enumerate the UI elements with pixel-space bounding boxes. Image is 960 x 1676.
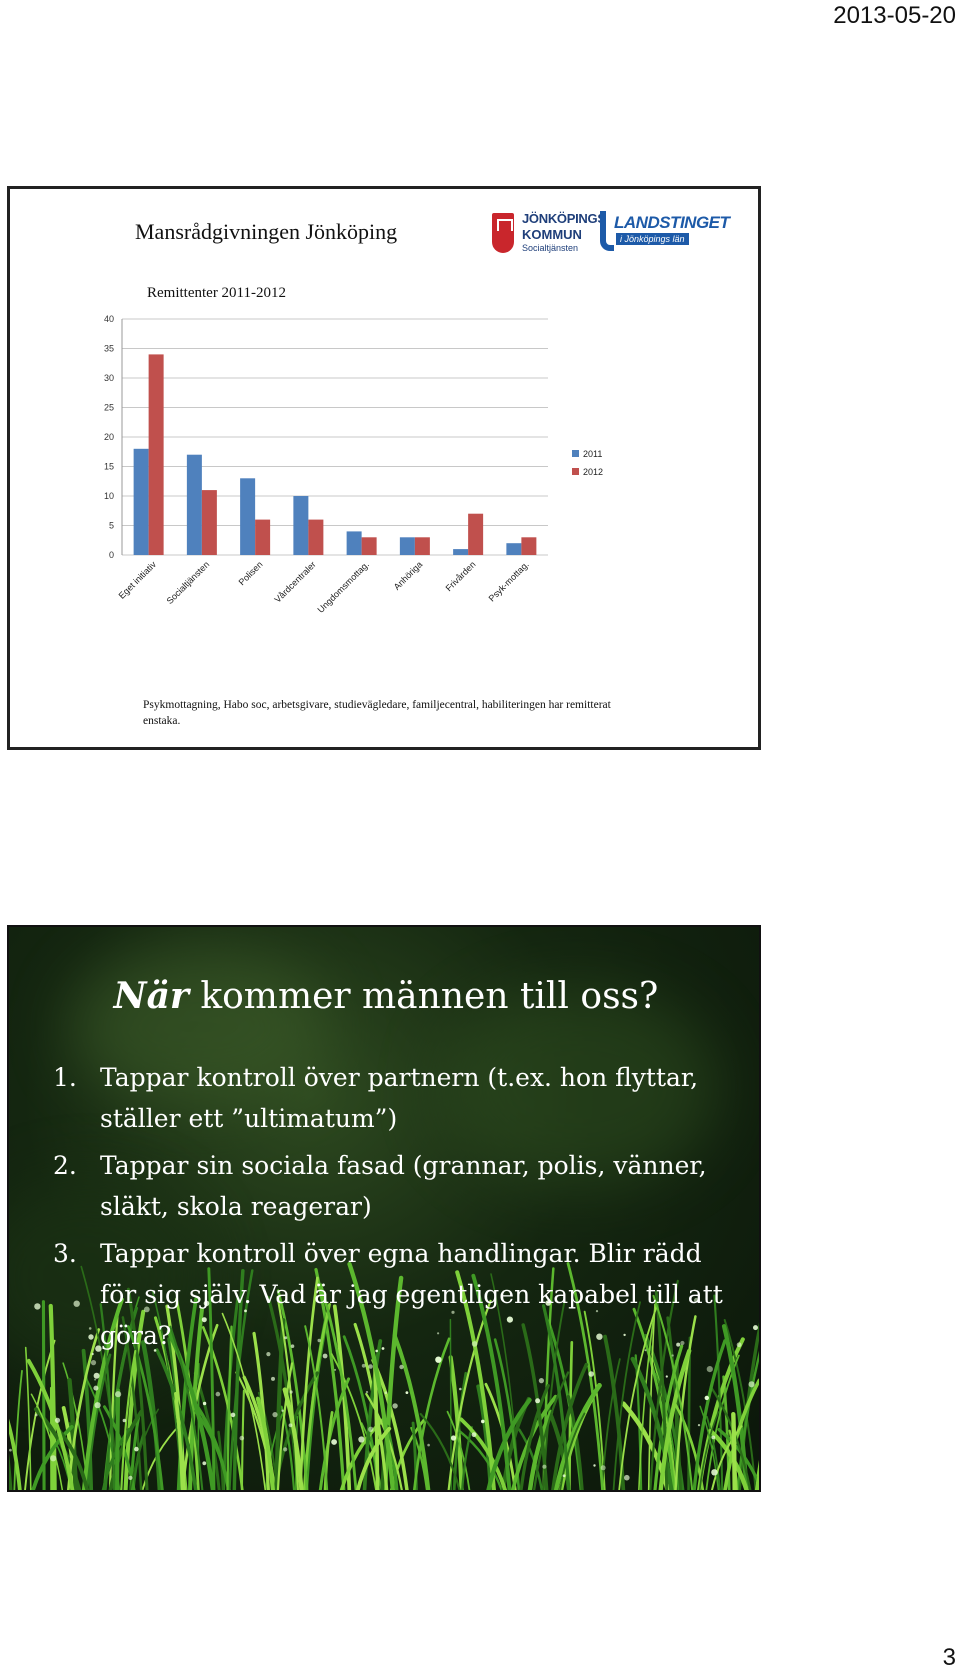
dew-drop	[281, 1410, 283, 1412]
y-tick-label: 40	[103, 314, 114, 324]
dew-drop	[94, 1379, 96, 1381]
bar-2011-2	[240, 478, 255, 555]
dew-drop	[203, 1402, 206, 1405]
dew-drop	[331, 1439, 337, 1445]
dew-drop	[666, 1375, 668, 1377]
dew-drop	[93, 1386, 98, 1391]
dew-drop	[368, 1364, 373, 1369]
dew-drop	[753, 1325, 758, 1330]
dew-drop	[472, 1432, 477, 1437]
bar-2012-2	[255, 520, 270, 555]
dew-drop	[588, 1371, 594, 1377]
slide-heading	[9, 975, 761, 1017]
reasons-list	[53, 1057, 743, 1362]
dew-drop	[601, 1465, 606, 1470]
grass-blade	[733, 1414, 734, 1490]
dew-drop	[385, 1391, 388, 1394]
dew-drop	[366, 1391, 368, 1393]
dew-drop	[698, 1424, 700, 1426]
item-text: Tappar kontroll över egna handlingar. Blir rädd för sig själv. Vad är jag egentligen kapabel till att göra?	[100, 1239, 723, 1350]
x-tick-label: Eget initiativ	[116, 559, 159, 601]
page-number: 3	[942, 1644, 956, 1671]
item-text: Tappar kontroll över partnern (t.ex. hon flyttar, ställer ett ”ultimatum”)	[100, 1063, 699, 1133]
x-tick-label: Psyk-mottag.	[486, 559, 531, 604]
y-tick-label: 0	[108, 550, 114, 560]
legend-label: 2011	[583, 449, 603, 459]
dew-drop	[95, 1402, 101, 1408]
heading-rest: kommer männen till oss?	[188, 976, 659, 1017]
bar-2012-6	[468, 514, 483, 555]
dew-drop	[593, 1464, 595, 1466]
dew-drop	[272, 1412, 277, 1417]
dew-drop	[202, 1461, 206, 1465]
bar-chart	[10, 189, 758, 689]
bar-2011-0	[134, 449, 149, 555]
dew-drop	[406, 1391, 409, 1394]
bar-2012-0	[149, 354, 164, 555]
bar-2011-7	[506, 543, 521, 555]
slide-remittenter	[7, 186, 761, 750]
dew-drop	[358, 1436, 364, 1442]
y-tick-label: 15	[103, 461, 114, 472]
bar-2011-3	[293, 496, 308, 555]
x-tick-label: Vårdcentraler	[272, 559, 318, 605]
legend-swatch	[572, 468, 579, 475]
slide-title: Mansrådgivningen Jönköping	[135, 219, 398, 244]
x-tick-label: Socialtjänsten	[164, 559, 212, 607]
y-tick-label: 35	[103, 343, 114, 354]
list-item	[53, 1145, 743, 1227]
dew-drop	[707, 1366, 713, 1372]
x-tick-label: Anhöriga	[391, 559, 425, 592]
dew-drop	[624, 1475, 630, 1481]
dew-drop	[123, 1419, 127, 1423]
legend-label: 2012	[583, 467, 604, 477]
y-tick-label: 30	[103, 373, 114, 383]
dew-drop	[481, 1420, 485, 1424]
dew-drop	[9, 1449, 12, 1452]
y-tick-label: 20	[103, 432, 114, 442]
header-date: 2013-05-20	[833, 2, 956, 29]
dew-drop	[115, 1391, 121, 1397]
bar-2012-5	[415, 537, 430, 555]
y-tick-label: 5	[108, 520, 114, 531]
item-number: 3.	[53, 1239, 77, 1268]
bar-2011-6	[453, 549, 468, 555]
x-tick-label: Frivården	[443, 559, 478, 594]
dew-drop	[368, 1427, 373, 1432]
dew-drop	[427, 1444, 430, 1447]
bar-2012-7	[521, 537, 536, 555]
dew-drop	[563, 1474, 566, 1477]
bar-2011-1	[187, 455, 202, 555]
landsting-text: LANDSTINGET	[614, 213, 730, 232]
dew-drop	[55, 1418, 60, 1423]
dew-drop	[334, 1369, 336, 1371]
legend-swatch	[572, 450, 579, 457]
dew-drop	[94, 1373, 100, 1379]
item-text: Tappar sin sociala fasad (grannar, polis, vänner, släkt, skola reagerar)	[100, 1151, 707, 1221]
dew-drop	[290, 1390, 293, 1393]
dew-drop	[231, 1413, 236, 1418]
list-item	[53, 1233, 743, 1356]
bar-2011-4	[347, 531, 362, 555]
y-tick-label: 25	[103, 402, 114, 413]
bar-2012-1	[202, 490, 217, 555]
dew-drop	[271, 1377, 275, 1381]
bar-2011-5	[400, 537, 415, 555]
item-number: 1.	[53, 1063, 77, 1092]
list-item	[53, 1057, 743, 1139]
dew-drop	[216, 1392, 221, 1397]
dew-drop	[362, 1364, 366, 1368]
dew-drop	[134, 1447, 139, 1452]
dew-drop	[35, 1414, 38, 1417]
dew-drop	[711, 1469, 717, 1475]
grass-blade	[117, 1391, 118, 1490]
bar-2012-3	[308, 520, 323, 555]
logo-text-line1: JÖNKÖPINGS	[522, 211, 606, 226]
dew-drop	[749, 1381, 755, 1387]
logo-text-line3: Socialtjänsten	[522, 243, 579, 253]
x-tick-label: Polisen	[236, 559, 265, 588]
landsting-subtext: i Jönköpings län	[616, 233, 689, 245]
dew-drop	[451, 1435, 456, 1440]
dew-drop	[399, 1365, 403, 1369]
dew-drop	[240, 1436, 245, 1441]
dew-drop	[283, 1447, 287, 1451]
dew-drop	[539, 1378, 544, 1383]
dew-drop	[289, 1423, 293, 1427]
chart-title: Remittenter 2011-2012	[147, 285, 286, 301]
y-tick-label: 10	[103, 491, 114, 501]
dew-drop	[459, 1388, 462, 1391]
item-number: 2.	[53, 1151, 77, 1180]
dew-drop	[128, 1476, 132, 1480]
dew-drop	[705, 1396, 709, 1400]
dew-drop	[50, 1455, 56, 1461]
grass-blade	[242, 1391, 244, 1490]
dew-drop	[535, 1398, 540, 1403]
dew-drop	[34, 1303, 40, 1309]
dew-drop	[711, 1436, 715, 1440]
x-tick-label: Ungdomsmottag.	[315, 559, 372, 615]
dew-drop	[542, 1465, 546, 1469]
slide-nar-kommer	[7, 925, 761, 1492]
heading-emphasis: När	[113, 975, 189, 1017]
dew-drop	[392, 1403, 397, 1408]
bar-2012-4	[362, 537, 377, 555]
logo-text-line2: KOMMUN	[522, 227, 582, 242]
slide-note: Psykmottagning, Habo soc, arbetsgivare, studievägledare, familjecentral, habiliteringen har remitterat enstaka.	[143, 699, 611, 727]
